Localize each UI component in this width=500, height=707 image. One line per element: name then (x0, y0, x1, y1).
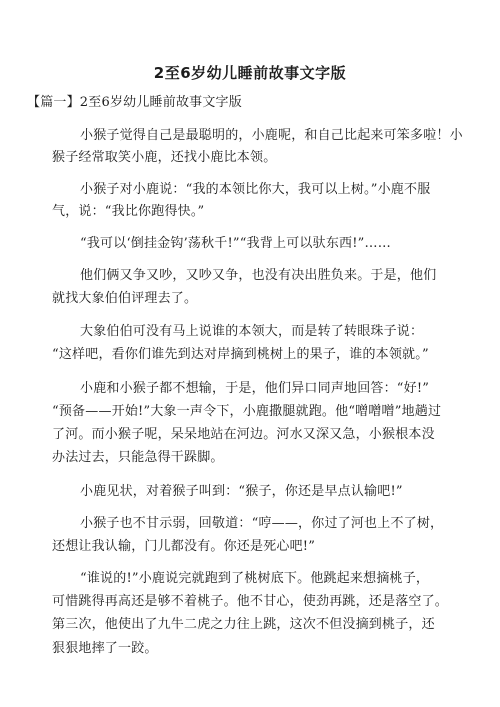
paragraph-line-20: 狠狠地摔了一跤。 (52, 641, 158, 656)
paragraph-line-12: 了河。而小猴子呢，呆呆地站在河边。河水又深又急，小猴根本没 (52, 427, 435, 442)
paragraph-line-1: 小猴子觉得自己是最聪明的，小鹿呢，和自己比起来可笨多啦！小 (80, 128, 463, 143)
paragraph-line-6: 他们俩又争又吵，又吵又争，也没有决出胜负来。于是，他们 (80, 268, 437, 283)
paragraph-line-17: “谁说的!”小鹿说完就跑到了桃树底下。他跳起来想摘桃子， (80, 571, 430, 586)
paragraph-line-4: 气，说：“我比你跑得快。” (52, 204, 205, 219)
paragraph-line-2: 猴子经常取笑小鹿，还找小鹿比本领。 (52, 150, 277, 165)
paragraph-line-11: “预备——开始!”大象一声令下，小鹿撒腿就跑。他“噌噌噌”地趟过 (52, 404, 442, 419)
paragraph-line-18: 可惜跳得再高还是够不着桃子。他不甘心，使劲再跳，还是落空了。 (52, 594, 449, 609)
document-title: 2至6岁幼儿睡前故事文字版 (153, 64, 347, 82)
paragraph-line-13: 办法过去，只能急得干跺脚。 (52, 450, 224, 465)
paragraph-line-8: 大象伯伯可没有马上说谁的本领大，而是转了转眼珠子说： (80, 324, 424, 339)
paragraph-line-14: 小鹿见状，对着猴子叫到：“猴子，你还是早点认输吧!” (80, 484, 403, 499)
paragraph-line-5: “我可以‘倒挂金钩’荡秋千!”“我背上可以驮东西!”…… (80, 236, 391, 251)
paragraph-line-15: 小猴子也不甘示弱，回敬道：“哼——，你过了河也上不了树， (80, 516, 444, 531)
paragraph-line-19: 第三次，他使出了九牛二虎之力往上跳，这次不但没摘到桃子，还 (52, 617, 435, 632)
section-heading: 【篇一】2至6岁幼儿睡前故事文字版 (27, 95, 242, 110)
paragraph-line-10: 小鹿和小猴子都不想输，于是，他们异口同声地回答：“好!” (80, 381, 430, 396)
paragraph-line-16: 还想让我认输，门儿都没有。你还是死心吧!” (52, 539, 316, 554)
paragraph-line-3: 小猴子对小鹿说：“我的本领比你大，我可以上树。”小鹿不服 (80, 182, 431, 197)
paragraph-line-7: 就找大象伯伯评理去了。 (52, 291, 198, 306)
paragraph-line-9: “这样吧，看你们谁先到达对岸摘到桃树上的果子，谁的本领就。” (52, 347, 429, 362)
